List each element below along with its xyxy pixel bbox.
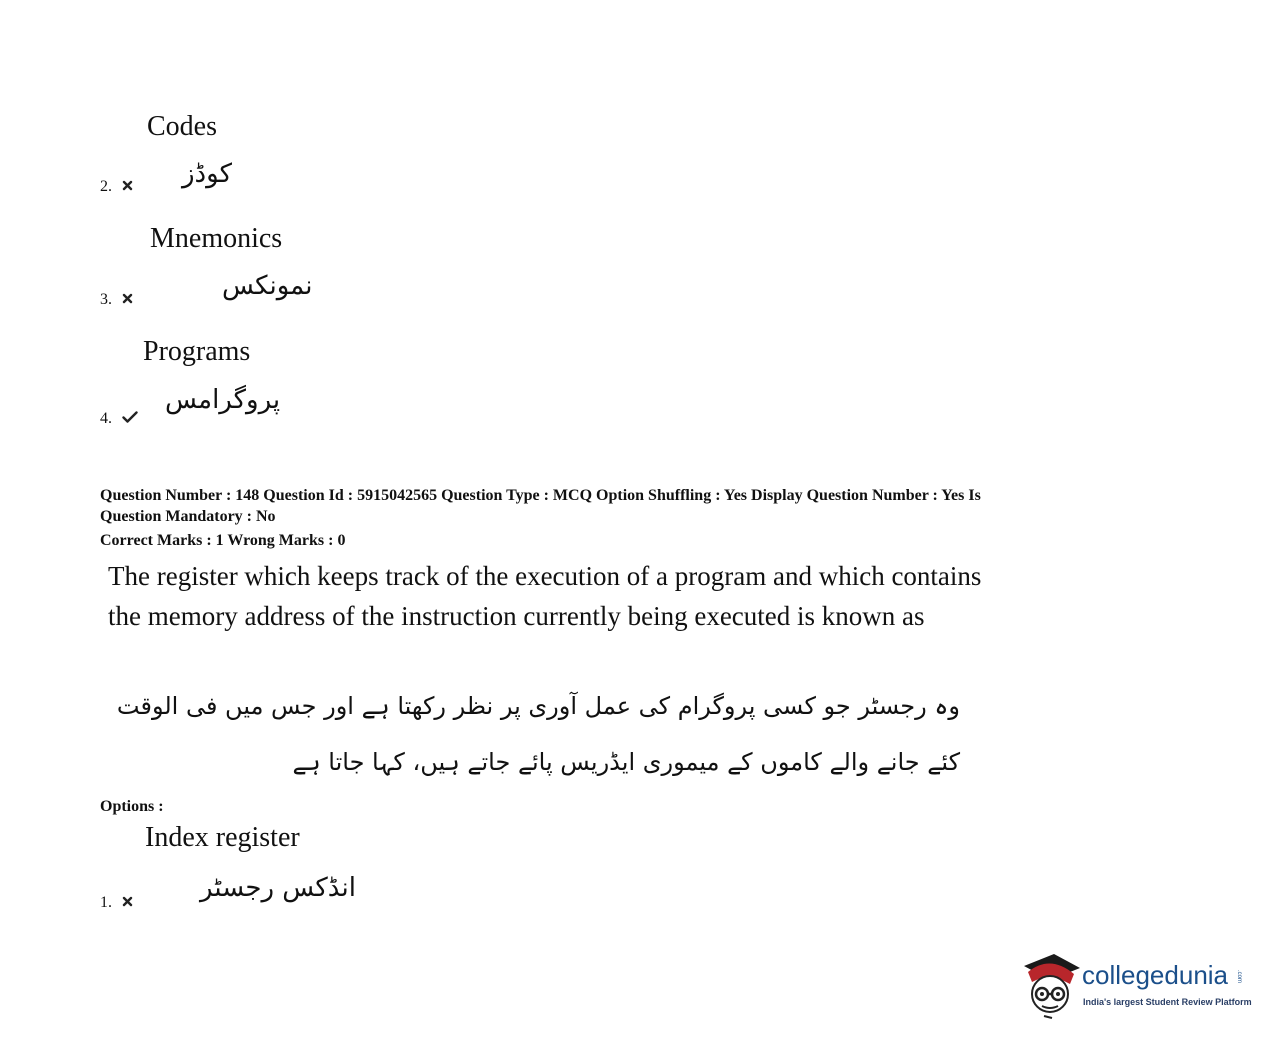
option-1-number: 1.: [100, 894, 112, 911]
check-icon: [122, 410, 138, 428]
question-meta-line-2: Question Mandatory : No: [100, 508, 276, 525]
option-1-english: Index register: [145, 822, 300, 853]
options-label: Options :: [100, 798, 164, 815]
option-1-urdu: انڈکس رجسٹر: [200, 873, 356, 903]
logo-tagline: India's largest Student Review Platform: [1083, 997, 1252, 1007]
question-text-english: The register which keeps track of the execution of a program and which contains the memory address of the instruction currently being executed is known as: [108, 561, 982, 631]
logo-suffix: .com: [1236, 970, 1242, 984]
option-3-urdu: نمونکس: [222, 271, 313, 301]
option-3-marker: [100, 291, 133, 309]
question-meta-line-1: Question Number : 148 Question Id : 5915042565 Question Type : MCQ Option Shuffling : Yes Display Question Number : Yes Is: [100, 487, 981, 504]
option-4-english: Programs: [143, 336, 251, 367]
cross-icon: [122, 894, 133, 912]
option-1-marker: [100, 894, 133, 912]
cross-icon: [122, 178, 133, 196]
option-2-number: 2.: [100, 178, 112, 195]
option-4-number: 4.: [100, 410, 112, 427]
option-4-marker: [100, 410, 138, 428]
question-text-urdu: وہ رجسٹر جو کسی پروگرام کی عمل آوری پر نظر رکھتا ہے اور جس میں فی الوقت کئے جانے والے کاموں کے میموری ایڈریس پائے جاتے ہیں، کہا جاتا ہے: [116, 692, 960, 776]
option-2-english: Codes: [147, 111, 217, 142]
option-2-urdu: کوڈز: [182, 159, 232, 189]
logo-wordmark: collegedunia: [1082, 960, 1229, 990]
option-4-urdu: پروگرامس: [165, 385, 281, 415]
option-2-marker: [100, 178, 133, 196]
mascot-icon: [1020, 950, 1082, 1022]
option-3-english: Mnemonics: [150, 223, 283, 254]
option-3-number: 3.: [100, 291, 112, 308]
cross-icon: [122, 291, 133, 309]
question-marks: Correct Marks : 1 Wrong Marks : 0: [100, 532, 346, 549]
collegedunia-logo: [1020, 950, 1250, 1020]
